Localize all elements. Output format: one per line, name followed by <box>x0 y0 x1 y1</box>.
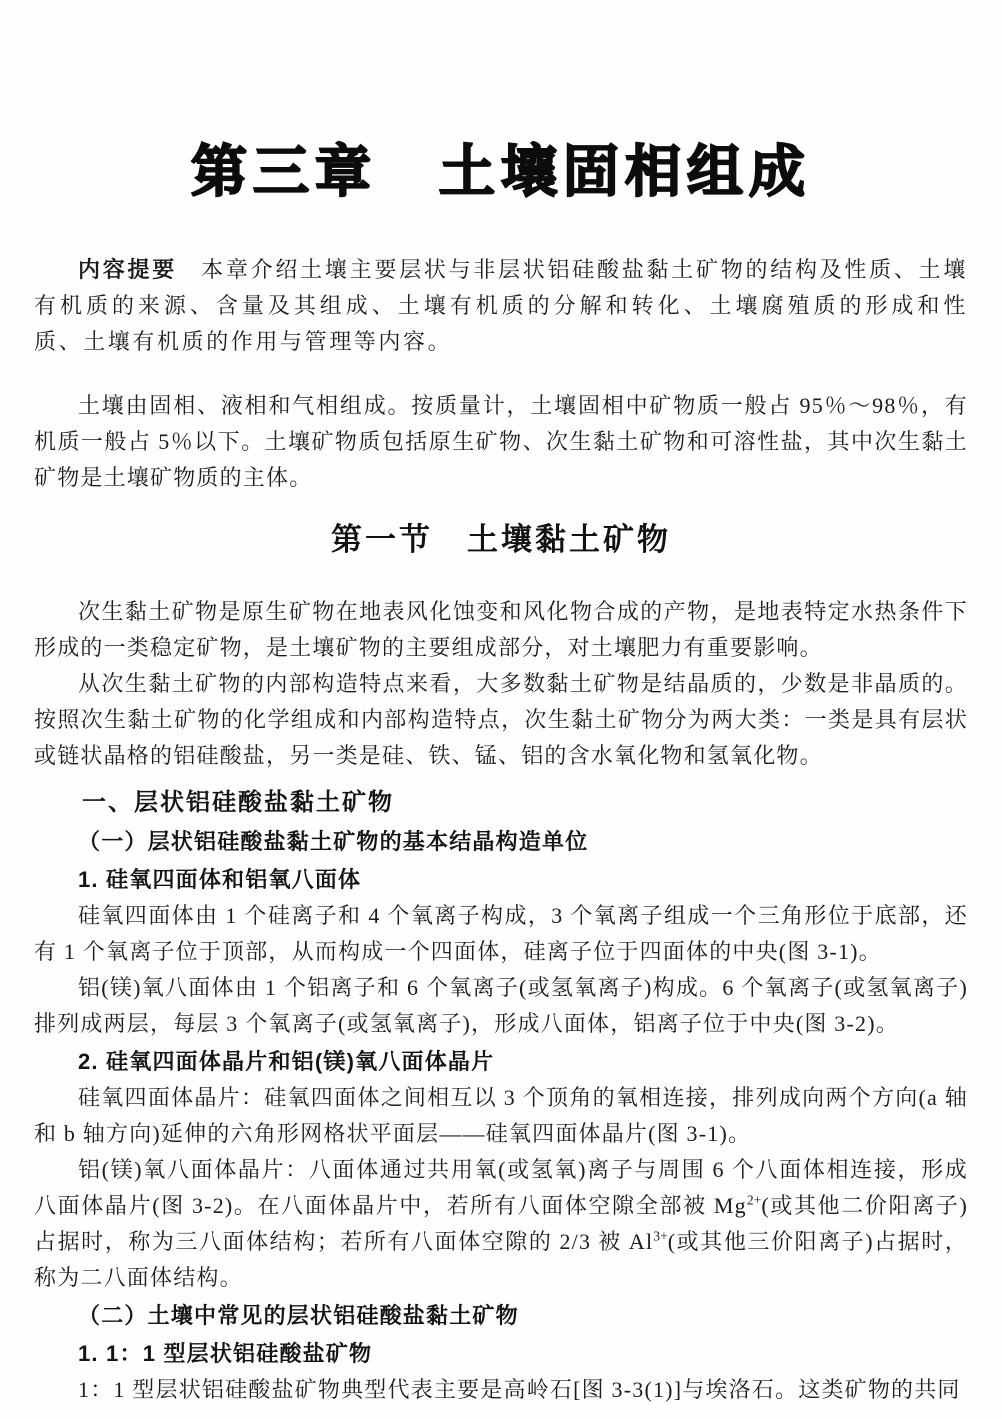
para-tetrahedron-sheet: 硅氧四面体晶片：硅氧四面体之间相互以 3 个顶角的氧相连接，排列成向两个方向(a 轴和 b 轴方向)延伸的六角形网格状平面层——硅氧四面体晶片(图 3-1)。 <box>34 1085 968 1146</box>
chapter-title: 第三章 土壤固相组成 <box>191 140 811 203</box>
heading-basic-crystal-units: （一）层状铝硅酸盐黏土矿物的基本结晶构造单位 <box>78 829 589 854</box>
para-octahedron-sheet: 铝(镁)氧八面体晶片：八面体通过共用氧(或氢氧)离子与周围 6 个八面体相连接，形成八面体晶片(图 3-2)。在八面体晶片中，若所有八面体空隙全部被 $Mg^{2+}$(或其他二价阳离子)占据时，称为三八面体结构；若所有八面体空隙的 2/3 被 $Al^{3+}$(或其他三价阳离子)占据时，称为二八面体结构。 <box>34 1157 969 1290</box>
summary-label: 内容提要 <box>78 257 177 282</box>
heading-crystal-sheets: 2. 硅氧四面体晶片和铝(镁)氧八面体晶片 <box>78 1049 495 1074</box>
para-aluminum-oxygen-octahedron: 铝(镁)氧八面体由 1 个铝离子和 6 个氧离子(或氢氧离子)构成。6 个氧离子(或氢氧离子)排列成两层，每层 3 个氧离子(或氢氧离子)，形成八面体，铝离子位于中央(图 3-2)。 <box>34 975 968 1036</box>
para-mineral-classification: 从次生黏土矿物的内部构造特点来看，大多数黏土矿物是结晶质的，少数是非晶质的。按照次生黏土矿物的化学组成和内部构造特点，次生黏土矿物分为两大类：一类是具有层状或链状晶格的铝硅酸盐，另一类是硅、铁、锰、铝的含水氧化物和氢氧化物。 <box>34 671 968 768</box>
heading-tetrahedron-and-octahedron: 1. 硅氧四面体和铝氧八面体 <box>78 867 362 892</box>
intro-paragraph: 土壤由固相、液相和气相组成。按质量计，土壤固相中矿物质一般占 95％～98％，有机质一般占 5％以下。土壤矿物质包括原生矿物、次生黏土矿物和可溶性盐，其中次生黏土矿物是土壤矿物质的主体。 <box>34 393 968 490</box>
heading-layered-aluminosilicate-minerals: 一、层状铝硅酸盐黏土矿物 <box>82 789 394 816</box>
heading-common-layered-minerals: （二）土壤中常见的层状铝硅酸盐黏土矿物 <box>78 1303 519 1328</box>
para-secondary-minerals-origin: 次生黏土矿物是原生矿物在地表风化蚀变和风化物合成的产物，是地表特定水热条件下形成的一类稳定矿物，是土壤矿物的主要组成部分，对土壤肥力有重要影响。 <box>34 599 968 660</box>
heading-1-1-type-minerals: 1. 1：1 型层状铝硅酸盐矿物 <box>78 1341 373 1366</box>
summary-text: 本章介绍土壤主要层状与非层状铝硅酸盐黏土矿物的结构及性质、土壤有机质的来源、含量及其组成、土壤有机质的分解和转化、土壤腐殖质的形成和性质、土壤有机质的作用与管理等内容。 <box>34 257 968 354</box>
section-title: 第一节 土壤黏土矿物 <box>331 522 671 557</box>
para-silicon-oxygen-tetrahedron: 硅氧四面体由 1 个硅离子和 4 个氧离子构成，3 个氧离子组成一个三角形位于底部，还有 1 个氧离子位于顶部，从而构成一个四面体，硅离子位于四面体的中央(图 3-1)。 <box>34 903 968 964</box>
para-1-1-type-minerals: 1：1 型层状铝硅酸盐矿物典型代表主要是高岭石[图 3-3(1)]与埃洛石。这类矿物的共同 <box>78 1377 961 1402</box>
summary-paragraph <box>34 252 968 360</box>
